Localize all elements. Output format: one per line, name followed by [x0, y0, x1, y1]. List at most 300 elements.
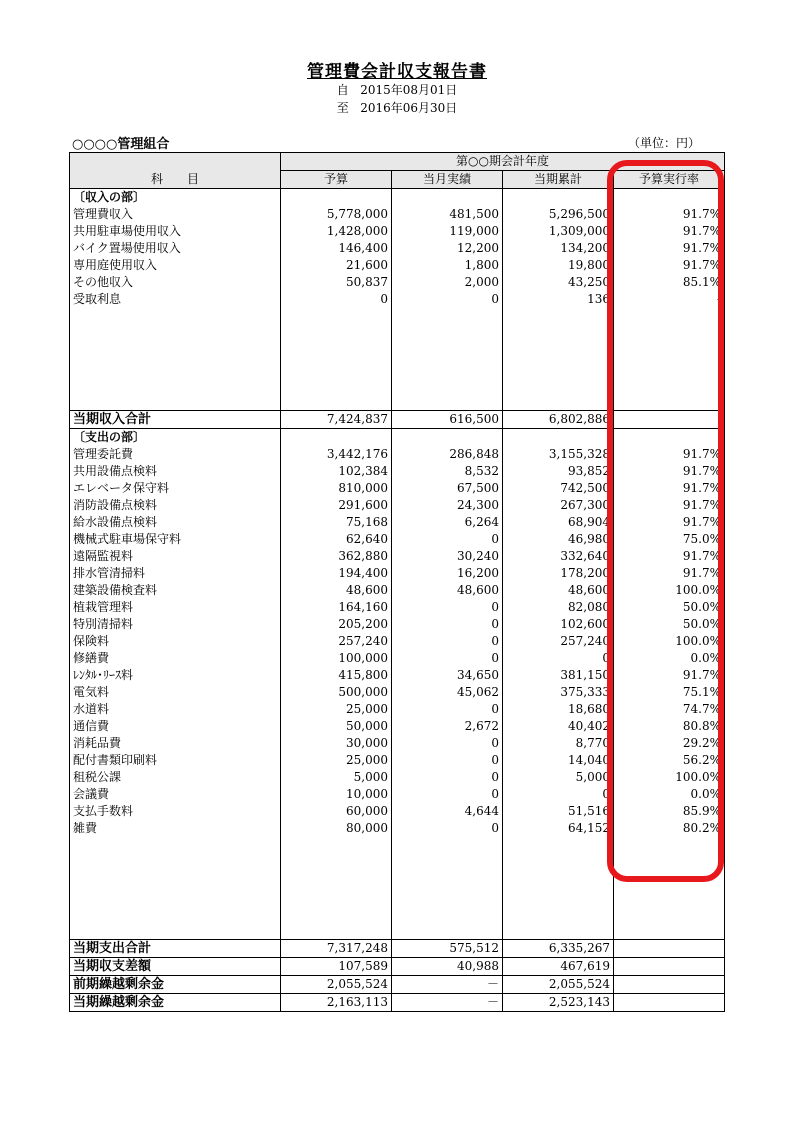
rate-value: 75.1%	[614, 684, 725, 701]
budget-value: 0	[281, 291, 392, 308]
month-value: 0	[392, 650, 503, 667]
expense-heading-row	[70, 429, 725, 447]
column-header-rate: 予算実行率	[614, 171, 725, 189]
expense-row	[70, 514, 725, 531]
blank-cell	[503, 342, 614, 359]
blank-cell	[70, 325, 281, 342]
expense-row	[70, 820, 725, 837]
cumulative-value: 136	[503, 291, 614, 308]
rate-value: 91.7%	[614, 223, 725, 240]
blank-cell	[503, 922, 614, 940]
income-row	[70, 257, 725, 274]
blank-cell	[614, 342, 725, 359]
rate-value: 0.0%	[614, 650, 725, 667]
income-row	[70, 206, 725, 223]
budget-value: 146,400	[281, 240, 392, 257]
blank-cell	[70, 308, 281, 325]
rate-value: 80.2%	[614, 820, 725, 837]
blank-cell	[503, 393, 614, 411]
month-value: 12,200	[392, 240, 503, 257]
cumulative-value: 467,619	[503, 958, 614, 976]
item-name: 共用駐車場使用収入	[70, 223, 281, 240]
month-value: 0	[392, 769, 503, 786]
income-row	[70, 223, 725, 240]
item-name: 会議費	[70, 786, 281, 803]
cumulative-value: 0	[503, 650, 614, 667]
blank-row	[70, 359, 725, 376]
blank-cell	[70, 342, 281, 359]
period-from	[0, 81, 794, 98]
item-name: 支払手数料	[70, 803, 281, 820]
rate-value: 0.0%	[614, 786, 725, 803]
budget-value: 60,000	[281, 803, 392, 820]
month-value: 45,062	[392, 684, 503, 701]
blank-cell	[281, 393, 392, 411]
rate-value: 91.7%	[614, 667, 725, 684]
rate-value: 100.0%	[614, 769, 725, 786]
blank-cell	[614, 308, 725, 325]
budget-value: 1,428,000	[281, 223, 392, 240]
cumulative-value: 5,000	[503, 769, 614, 786]
month-value: 0	[392, 701, 503, 718]
fiscal-year-header: 第○○期会計年度	[281, 153, 725, 171]
month-value: 616,500	[392, 411, 503, 429]
rate-value: 74.7%	[614, 701, 725, 718]
expense-row	[70, 548, 725, 565]
budget-value: 48,600	[281, 582, 392, 599]
item-name: 共用設備点検料	[70, 463, 281, 480]
total-label: 当期繰越剰余金	[70, 994, 281, 1012]
item-name: 配付書類印刷料	[70, 752, 281, 769]
blank-cell	[281, 308, 392, 325]
cumulative-value: 134,200	[503, 240, 614, 257]
cumulative-value: 102,600	[503, 616, 614, 633]
blank-cell	[614, 922, 725, 940]
blank-row	[70, 871, 725, 888]
budget-value: 25,000	[281, 701, 392, 718]
rate-value: 29.2%	[614, 735, 725, 752]
blank-cell	[281, 905, 392, 922]
month-value: －	[392, 994, 503, 1012]
rate-value	[614, 976, 725, 994]
income-heading: 〔収入の部〕	[70, 189, 281, 207]
budget-value: 2,163,113	[281, 994, 392, 1012]
rate-value	[614, 940, 725, 958]
blank-cell	[70, 359, 281, 376]
budget-value: 257,240	[281, 633, 392, 650]
cumulative-value: 2,055,524	[503, 976, 614, 994]
month-value: －	[392, 976, 503, 994]
month-value: 6,264	[392, 514, 503, 531]
expense-row	[70, 582, 725, 599]
period-from-label: 自	[336, 83, 349, 97]
item-name: バイク置場使用収入	[70, 240, 281, 257]
blank-row	[70, 854, 725, 871]
expense-row	[70, 718, 725, 735]
item-name: 通信費	[70, 718, 281, 735]
item-name: 受取利息	[70, 291, 281, 308]
budget-value: 500,000	[281, 684, 392, 701]
blank-cell	[392, 871, 503, 888]
expense-heading: 〔支出の部〕	[70, 429, 281, 447]
item-name: 建築設備検査料	[70, 582, 281, 599]
income-row	[70, 291, 725, 308]
cumulative-value: 19,800	[503, 257, 614, 274]
month-value: 34,650	[392, 667, 503, 684]
budget-value: 80,000	[281, 820, 392, 837]
cumulative-value: 51,516	[503, 803, 614, 820]
column-header-cumulative: 当期累計	[503, 171, 614, 189]
expense-row	[70, 786, 725, 803]
blank-row	[70, 376, 725, 393]
rate-value: 91.7%	[614, 446, 725, 463]
cumulative-value: 742,500	[503, 480, 614, 497]
item-name: 消防設備点検料	[70, 497, 281, 514]
cumulative-value: 5,296,500	[503, 206, 614, 223]
expense-row	[70, 769, 725, 786]
rate-value: 85.1%	[614, 274, 725, 291]
income-expense-table	[69, 152, 725, 1012]
month-value: 0	[392, 633, 503, 650]
expense-row	[70, 497, 725, 514]
blank-cell	[392, 888, 503, 905]
blank-cell	[614, 359, 725, 376]
item-name: 保険料	[70, 633, 281, 650]
cumulative-value: 46,980	[503, 531, 614, 548]
blank-cell	[281, 871, 392, 888]
cumulative-value: 64,152	[503, 820, 614, 837]
income-section	[70, 189, 725, 429]
rate-value: -	[614, 291, 725, 308]
rate-value: 80.8%	[614, 718, 725, 735]
blank-row	[70, 837, 725, 854]
cumulative-value: 93,852	[503, 463, 614, 480]
item-name: 電気料	[70, 684, 281, 701]
month-value: 4,644	[392, 803, 503, 820]
period-to	[0, 99, 794, 116]
rate-value: 91.7%	[614, 463, 725, 480]
item-name: 植栽管理料	[70, 599, 281, 616]
expense-row	[70, 616, 725, 633]
month-value: 481,500	[392, 206, 503, 223]
blank-row	[70, 308, 725, 325]
rate-value: 100.0%	[614, 582, 725, 599]
expense-row	[70, 463, 725, 480]
column-header-row	[70, 171, 725, 189]
expense-section	[70, 429, 725, 958]
period-to-date: 2016年06月30日	[360, 101, 458, 115]
budget-value: 205,200	[281, 616, 392, 633]
summary-section	[70, 958, 725, 1012]
blank-row	[70, 393, 725, 411]
blank-cell	[70, 871, 281, 888]
item-name: 給水設備点検料	[70, 514, 281, 531]
budget-value: 3,442,176	[281, 446, 392, 463]
cumulative-value: 381,150	[503, 667, 614, 684]
budget-value: 810,000	[281, 480, 392, 497]
month-value: 0	[392, 291, 503, 308]
month-value: 40,988	[392, 958, 503, 976]
item-name: 機械式駐車場保守料	[70, 531, 281, 548]
rate-value: 91.7%	[614, 257, 725, 274]
blank-cell	[281, 325, 392, 342]
blank-cell	[281, 376, 392, 393]
rate-value: 91.7%	[614, 480, 725, 497]
item-name: 消耗品費	[70, 735, 281, 752]
budget-value: 30,000	[281, 735, 392, 752]
month-value: 2,672	[392, 718, 503, 735]
expense-row	[70, 735, 725, 752]
expense-row	[70, 446, 725, 463]
budget-value: 5,000	[281, 769, 392, 786]
rate-value: 85.9%	[614, 803, 725, 820]
budget-value: 194,400	[281, 565, 392, 582]
blank-cell	[281, 922, 392, 940]
rate-value: 50.0%	[614, 599, 725, 616]
month-value: 0	[392, 735, 503, 752]
rate-value: 91.7%	[614, 206, 725, 223]
blank-cell	[503, 888, 614, 905]
rate-value: 91.7%	[614, 565, 725, 582]
cumulative-value: 178,200	[503, 565, 614, 582]
budget-value: 50,837	[281, 274, 392, 291]
income-row	[70, 274, 725, 291]
expense-row	[70, 633, 725, 650]
total-label: 前期繰越剰余金	[70, 976, 281, 994]
blank-cell	[614, 871, 725, 888]
blank-cell	[281, 837, 392, 854]
blank-row	[70, 325, 725, 342]
income-row	[70, 240, 725, 257]
total-label: 当期収入合計	[70, 411, 281, 429]
item-name: 水道料	[70, 701, 281, 718]
column-header-budget: 予算	[281, 171, 392, 189]
month-value: 0	[392, 531, 503, 548]
expense-row	[70, 752, 725, 769]
rate-value: 56.2%	[614, 752, 725, 769]
blank-cell	[614, 888, 725, 905]
budget-value: 164,160	[281, 599, 392, 616]
income-heading-row	[70, 189, 725, 207]
blank-cell	[70, 837, 281, 854]
summary-row	[70, 994, 725, 1012]
budget-value: 362,880	[281, 548, 392, 565]
blank-cell	[503, 359, 614, 376]
blank-row	[70, 922, 725, 940]
month-value: 16,200	[392, 565, 503, 582]
cumulative-value: 18,680	[503, 701, 614, 718]
budget-value: 10,000	[281, 786, 392, 803]
item-name: その他収入	[70, 274, 281, 291]
cumulative-value: 48,600	[503, 582, 614, 599]
blank-cell	[70, 376, 281, 393]
column-header-month: 当月実績	[392, 171, 503, 189]
month-value: 48,600	[392, 582, 503, 599]
expense-row	[70, 650, 725, 667]
item-name: 租税公課	[70, 769, 281, 786]
cumulative-value: 40,402	[503, 718, 614, 735]
blank-cell	[614, 376, 725, 393]
blank-cell	[503, 837, 614, 854]
month-value: 0	[392, 599, 503, 616]
blank-cell	[503, 871, 614, 888]
summary-row	[70, 958, 725, 976]
rate-value	[614, 411, 725, 429]
blank-row	[70, 342, 725, 359]
item-name: 管理委託費	[70, 446, 281, 463]
item-name: 管理費収入	[70, 206, 281, 223]
cumulative-value: 82,080	[503, 599, 614, 616]
column-header-kamoku: 科 目	[70, 171, 281, 189]
blank-cell	[614, 837, 725, 854]
month-value: 0	[392, 752, 503, 769]
blank-row	[70, 905, 725, 922]
blank-cell	[392, 342, 503, 359]
budget-value: 21,600	[281, 257, 392, 274]
expense-row	[70, 684, 725, 701]
cumulative-value: 0	[503, 786, 614, 803]
month-value: 67,500	[392, 480, 503, 497]
blank-cell	[281, 854, 392, 871]
cumulative-value: 14,040	[503, 752, 614, 769]
blank-cell	[503, 376, 614, 393]
report-title: 管理費会計収支報告書	[307, 62, 487, 82]
blank-cell	[70, 854, 281, 871]
blank-cell	[392, 393, 503, 411]
blank-cell	[392, 308, 503, 325]
blank-cell	[503, 905, 614, 922]
budget-value: 415,800	[281, 667, 392, 684]
item-name: 排水管清掃料	[70, 565, 281, 582]
budget-value: 7,317,248	[281, 940, 392, 958]
budget-value: 107,589	[281, 958, 392, 976]
budget-value: 62,640	[281, 531, 392, 548]
budget-value: 25,000	[281, 752, 392, 769]
item-name: 雑費	[70, 820, 281, 837]
cumulative-value: 6,335,267	[503, 940, 614, 958]
total-label: 当期支出合計	[70, 940, 281, 958]
month-value: 286,848	[392, 446, 503, 463]
cumulative-value: 3,155,328	[503, 446, 614, 463]
organization-name: ○○○○管理組合	[72, 137, 170, 152]
expense-row	[70, 565, 725, 582]
budget-value: 100,000	[281, 650, 392, 667]
budget-value: 2,055,524	[281, 976, 392, 994]
cumulative-value: 43,250	[503, 274, 614, 291]
budget-value: 50,000	[281, 718, 392, 735]
unit-label: （単位：円）	[628, 136, 701, 150]
month-value: 24,300	[392, 497, 503, 514]
month-value: 575,512	[392, 940, 503, 958]
item-name: 専用庭使用収入	[70, 257, 281, 274]
cumulative-value: 6,802,886	[503, 411, 614, 429]
cumulative-value: 1,309,000	[503, 223, 614, 240]
total-label: 当期収支差額	[70, 958, 281, 976]
cumulative-value: 257,240	[503, 633, 614, 650]
blank-cell	[70, 888, 281, 905]
rate-value	[614, 958, 725, 976]
rate-value: 91.7%	[614, 497, 725, 514]
rate-value: 91.7%	[614, 240, 725, 257]
expense-row	[70, 599, 725, 616]
summary-row	[70, 976, 725, 994]
cumulative-value: 267,300	[503, 497, 614, 514]
item-name: 修繕費	[70, 650, 281, 667]
month-value: 119,000	[392, 223, 503, 240]
month-value: 0	[392, 616, 503, 633]
blank-cell	[614, 905, 725, 922]
rate-value: 91.7%	[614, 514, 725, 531]
expense-row	[70, 803, 725, 820]
blank-cell	[503, 325, 614, 342]
blank-cell	[392, 359, 503, 376]
blank-cell	[281, 359, 392, 376]
item-name: エレベータ保守料	[70, 480, 281, 497]
rate-value	[614, 994, 725, 1012]
blank-cell	[392, 905, 503, 922]
item-name: 特別清掃料	[70, 616, 281, 633]
blank-cell	[503, 308, 614, 325]
item-name: ﾚﾝﾀﾙ･ﾘｰｽ料	[70, 667, 281, 684]
cumulative-value: 332,640	[503, 548, 614, 565]
expense-row	[70, 701, 725, 718]
budget-value: 75,168	[281, 514, 392, 531]
expense-row	[70, 531, 725, 548]
budget-value: 5,778,000	[281, 206, 392, 223]
cumulative-value: 68,904	[503, 514, 614, 531]
blank-cell	[503, 854, 614, 871]
expense-row	[70, 480, 725, 497]
blank-cell	[614, 854, 725, 871]
blank-cell	[392, 854, 503, 871]
blank-cell	[281, 888, 392, 905]
blank-cell	[392, 325, 503, 342]
rate-value: 91.7%	[614, 548, 725, 565]
budget-value: 7,424,837	[281, 411, 392, 429]
item-name: 遠隔監視料	[70, 548, 281, 565]
budget-value: 291,600	[281, 497, 392, 514]
rate-value: 100.0%	[614, 633, 725, 650]
blank-cell	[614, 325, 725, 342]
month-value: 8,532	[392, 463, 503, 480]
blank-cell	[392, 376, 503, 393]
blank-cell	[392, 922, 503, 940]
budget-value: 102,384	[281, 463, 392, 480]
blank-cell	[70, 905, 281, 922]
month-value: 1,800	[392, 257, 503, 274]
blank-cell	[70, 393, 281, 411]
fiscal-header-row	[70, 153, 725, 171]
blank-cell	[614, 393, 725, 411]
period-from-date: 2015年08月01日	[360, 83, 458, 97]
cumulative-value: 8,770	[503, 735, 614, 752]
cumulative-value: 2,523,143	[503, 994, 614, 1012]
period-to-label: 至	[336, 101, 349, 115]
month-value: 2,000	[392, 274, 503, 291]
expense-total-row	[70, 940, 725, 958]
blank-cell	[70, 922, 281, 940]
blank-cell	[281, 342, 392, 359]
month-value: 30,240	[392, 548, 503, 565]
income-total-row	[70, 411, 725, 429]
rate-value: 50.0%	[614, 616, 725, 633]
cumulative-value: 375,333	[503, 684, 614, 701]
month-value: 0	[392, 820, 503, 837]
month-value: 0	[392, 786, 503, 803]
expense-row	[70, 667, 725, 684]
rate-value: 75.0%	[614, 531, 725, 548]
blank-cell	[392, 837, 503, 854]
